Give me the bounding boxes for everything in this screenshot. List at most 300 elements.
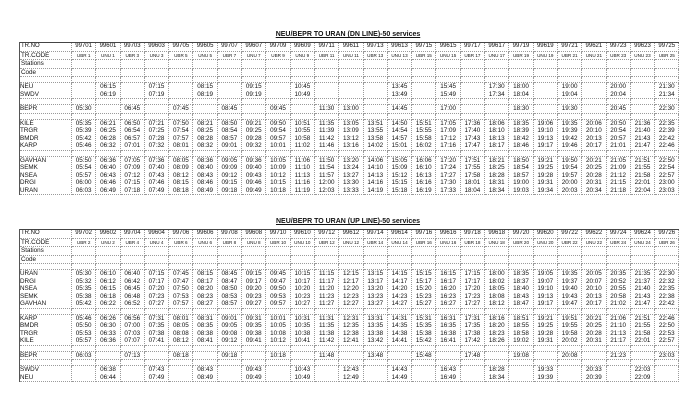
train-code: UBR 7 [222,52,237,58]
departure-time: 11:10 [294,164,310,171]
time-cell [193,105,217,114]
departure-time: 21:58 [634,171,651,179]
train-code: UBR 17 [464,52,481,58]
time-cell [72,105,96,114]
train-code-cell [387,51,411,60]
departure-time: 08:50 [221,119,238,127]
departure-time: 07:21 [148,119,165,127]
station-group [20,105,679,114]
departure-time: 07:45 [172,270,189,277]
station-label-cell [20,119,72,150]
departure-time: 11:02 [294,142,310,149]
blank-cell [339,247,363,256]
train-code-cell [582,51,606,60]
station-label-cell [20,366,72,382]
departure-time: 10:58 [294,134,311,142]
time-cell [533,314,557,345]
departure-time: 11:48 [318,351,335,359]
train-code: UNU 5 [198,52,213,58]
departure-time: 13:33 [343,186,359,194]
station-name: BEPR [20,351,38,359]
departure-time: 09:23 [245,292,262,300]
time-cell [72,156,96,195]
departure-time: 14:35 [391,322,408,329]
train-code: UNU 21 [585,52,603,58]
departure-time: 05:38 [75,292,92,300]
train-code: UBR 21 [561,52,578,58]
train-code: UNU 3 [149,52,164,58]
departure-time: 06:56 [124,314,141,322]
departure-time: 07:41 [148,337,165,344]
departure-time: 09:09 [221,164,238,171]
time-cell [144,156,168,195]
departure-time: 10:51 [294,119,311,127]
departure-time: 13:24 [343,164,359,171]
departure-time: 10:15 [270,179,286,186]
blank-cell [630,68,654,77]
time-cell [387,270,411,309]
blank-cell [169,60,193,69]
departure-time: 19:03 [513,186,529,194]
departure-time: 14:23 [391,292,408,300]
departure-time: 20:10 [586,127,602,134]
departure-time: 09:45 [270,105,286,112]
departure-time: 11:06 [294,156,310,164]
train-code-cell [557,238,581,247]
departure-time: 18:31 [488,179,505,186]
time-cell [509,270,533,309]
departure-time: 20:25 [586,164,602,171]
station-name: DRGI [20,277,36,285]
time-cell [582,83,606,99]
departure-time: 18:12 [488,300,505,307]
departure-time: 20:02 [561,337,578,344]
departure-time: 20:52 [610,277,627,285]
departure-time: 23:03 [658,351,675,359]
departure-time: 09:19 [245,90,262,98]
train-code-cell [314,51,338,60]
departure-time: 22:42 [658,134,675,142]
train-code-cell [120,238,144,247]
blank-cell [314,60,338,69]
departure-time: 13:42 [367,337,384,344]
train-code: UBR 12 [318,239,335,245]
train-code-cell [72,238,96,247]
departure-time: 13:05 [343,119,359,127]
train-code-cell [509,51,533,60]
time-cell [193,270,217,309]
blank-cell [217,255,241,264]
departure-time: 07:18 [124,186,141,194]
train-code: UNU 7 [246,52,261,58]
departure-time: 17:51 [464,156,481,164]
blank-cell [72,247,96,256]
departure-time: 06:19 [100,90,116,98]
departure-time: 19:39 [537,373,554,381]
departure-time: 21:40 [634,285,651,292]
departure-time: 11:19 [294,186,310,194]
time-cell [436,366,460,382]
departure-time: 17:43 [464,134,481,142]
blank-cell [630,247,654,256]
blank-cell [509,255,533,264]
departure-time: 11:31 [318,314,335,322]
blank-cell [193,68,217,77]
time-cell [96,314,120,345]
departure-time: 06:43 [100,171,116,179]
departure-time: 14:17 [391,277,408,285]
departure-time: 15:49 [440,90,456,98]
departure-time: 18:28 [488,171,505,179]
departure-time: 17:48 [464,351,481,359]
departure-time: 14:41 [391,337,408,344]
time-cell [120,83,144,99]
station-name: SWDV [20,90,39,98]
departure-time: 18:13 [488,134,505,142]
departure-time: 09:32 [245,142,262,149]
blank-cell [72,60,96,69]
time-cell [412,156,436,195]
departure-time: 18:06 [488,119,505,127]
blank-cell [412,255,436,264]
time-cell [120,314,144,345]
train-number: 99605 [193,43,217,52]
train-number: 99617 [485,43,509,52]
train-code: UNU 15 [439,52,457,58]
departure-time: 13:55 [367,127,384,134]
departure-time: 18:50 [513,156,529,164]
time-cell [606,119,630,150]
departure-time: 10:17 [294,277,311,285]
dn-title: NEU/BEPR TO URAN (DN LINE)-50 services [275,31,421,38]
blank-cell [169,247,193,256]
blank-cell [169,68,193,77]
time-cell [193,351,217,360]
departure-time: 17:30 [440,179,456,186]
departure-time: 14:20 [391,285,408,292]
departure-time: 07:09 [124,164,141,171]
blank-cell [557,255,581,264]
departure-time: 15:38 [415,329,432,337]
departure-time: 18:40 [513,285,529,292]
time-cell [72,83,96,99]
blank-cell [606,255,630,264]
train-code: UBR 19 [512,52,530,58]
time-cell [582,270,606,309]
departure-time: 21:01 [610,142,627,149]
time-cell [606,270,630,309]
time-cell [557,314,581,345]
departure-time: 17:30 [488,83,505,90]
departure-time: 10:55 [294,127,311,134]
departure-time: 10:05 [270,156,286,164]
departure-time: 17:42 [464,337,481,344]
departure-time: 20:45 [610,105,627,112]
departure-time: 22:57 [658,337,675,344]
departure-time: 14:43 [391,366,408,373]
train-number: 99713 [363,43,387,52]
train-code: UNU 10 [294,239,311,245]
time-cell [363,351,387,360]
departure-time: 16:20 [440,285,456,292]
departure-time: 20:50 [610,119,627,127]
time-cell [655,314,679,345]
train-code: UNU 4 [149,239,164,245]
departure-time: 07:32 [148,142,165,149]
departure-time: 07:57 [172,134,189,142]
departure-time: 10:18 [270,351,286,359]
time-cell [144,270,168,309]
departure-time: 11:35 [318,322,335,329]
departure-time: 21:51 [634,314,651,322]
time-cell [290,156,314,195]
blank-cell [485,60,509,69]
departure-time: 18:54 [513,164,529,171]
time-cell [72,366,96,382]
train-code: UBR 23 [610,52,627,58]
departure-time: 17:33 [440,186,456,194]
departure-time: 16:13 [415,171,432,179]
departure-time: 20:28 [586,171,602,179]
blank-cell [606,247,630,256]
blank-cell [339,68,363,77]
time-cell [144,83,168,99]
departure-time: 18:17 [488,142,505,149]
train-code-cell [193,51,217,60]
train-number: 99726 [655,230,679,239]
departure-time: 13:23 [367,292,384,300]
time-cell [582,156,606,195]
departure-time: 21:43 [634,292,651,300]
train-number: 99623 [630,43,654,52]
departure-time: 05:35 [75,119,92,127]
station-group [20,83,679,99]
blank-cell [290,68,314,77]
departure-time: 19:46 [561,142,578,149]
departure-time: 07:25 [148,127,165,134]
train-code-cell [606,238,630,247]
departure-time: 08:23 [197,292,214,300]
train-code-cell [412,51,436,60]
station-name: URAN [20,186,38,194]
time-cell [193,366,217,382]
train-code: UNU 19 [537,52,554,58]
time-cell [655,105,679,114]
departure-time: 11:54 [318,164,335,171]
blank-cell [630,255,654,264]
departure-time: 22:38 [658,292,675,300]
time-cell [460,270,484,309]
time-cell [339,119,363,150]
departure-time: 18:46 [513,142,529,149]
departure-time: 09:50 [270,285,286,292]
departure-time: 21:09 [610,164,627,171]
departure-time: 13:16 [343,142,359,149]
blank-cell [363,60,387,69]
departure-time: 19:30 [561,105,578,112]
stations-header-row [20,247,679,256]
time-cell [485,119,509,150]
time-cell [169,351,193,360]
departure-time: 13:27 [343,171,359,179]
departure-time: 09:47 [270,277,286,285]
time-cell [509,314,533,345]
blank-cell [363,68,387,77]
time-cell [266,83,290,99]
departure-time: 18:25 [488,164,505,171]
time-cell [387,351,411,360]
train-number: 99721 [557,43,581,52]
departure-time: 20:00 [561,179,578,186]
departure-time: 06:57 [124,134,141,142]
time-cell [339,156,363,195]
departure-time: 19:33 [537,366,554,373]
blank-cell [412,247,436,256]
time-cell [485,270,509,309]
code-label: TR.CODE [20,238,72,247]
departure-time: 14:19 [367,186,384,194]
station-group [20,270,679,309]
departure-time: 18:43 [513,292,529,300]
departure-time: 19:10 [537,127,554,134]
departure-time: 17:20 [464,285,481,292]
train-code: UNU 1 [101,52,115,58]
departure-time: 19:47 [561,300,578,307]
blank-cell [436,68,460,77]
departure-time: 09:05 [221,156,238,164]
departure-time: 05:42 [75,134,92,142]
time-cell [582,366,606,382]
departure-time: 10:49 [294,373,311,381]
departure-time: 08:19 [197,90,214,98]
station-label-cell [20,270,72,309]
departure-time: 16:15 [440,270,456,277]
departure-time: 08:18 [172,351,189,359]
train-code: UBR 25 [658,52,675,58]
departure-time: 09:36 [245,156,262,164]
time-cell [485,83,509,99]
departure-time: 21:58 [634,329,651,337]
train-code: UBR 14 [367,239,384,245]
departure-time: 08:31 [197,314,214,322]
departure-time: 08:27 [197,300,214,307]
train-number: 99607 [242,43,266,52]
departure-time: 06:28 [100,134,116,142]
time-cell [314,314,338,345]
departure-time: 18:04 [464,186,481,194]
up-timetable [19,229,679,382]
time-cell [169,83,193,99]
time-cell [582,351,606,360]
time-cell [387,366,411,382]
blank-cell [96,68,120,77]
blank-cell [655,60,679,69]
train-number: 99602 [96,230,120,239]
departure-time: 09:50 [270,119,286,127]
departure-time: 21:36 [634,119,651,127]
train-code-cell [630,238,654,247]
departure-time: 07:49 [148,373,165,381]
time-cell [533,105,557,114]
departure-time: 14:45 [391,105,408,112]
departure-time: 16:31 [440,314,456,322]
blank-cell [630,60,654,69]
departure-time: 09:28 [245,134,262,142]
departure-time: 18:08 [488,292,505,300]
departure-time: 12:35 [343,322,359,329]
train-code: UNU 20 [537,239,554,245]
departure-time: 10:43 [294,366,311,373]
train-number: 99724 [606,230,630,239]
departure-time: 14:13 [367,171,384,179]
departure-time: 22:30 [658,105,675,112]
time-cell [290,270,314,309]
departure-time: 18:26 [488,337,505,344]
departure-time: 22:54 [658,164,675,171]
time-cell [485,366,509,382]
blank-cell [144,247,168,256]
stations-label: Stations [20,60,72,69]
departure-time: 11:13 [294,171,310,179]
departure-time: 09:40 [245,164,262,171]
departure-time: 10:09 [270,164,286,171]
blank-cell [460,68,484,77]
departure-time: 10:20 [294,285,311,292]
departure-time: 21:51 [634,156,651,164]
train-code-cell [242,51,266,60]
train-code: UBR 20 [512,239,530,245]
departure-time: 15:45 [440,83,456,90]
time-cell [193,119,217,150]
time-cell [460,314,484,345]
train-code-cell [144,51,168,60]
code-label: TR.CODE [20,51,72,60]
time-cell [169,314,193,345]
time-cell [120,105,144,114]
blank-cell [655,68,679,77]
blank-cell [533,247,557,256]
departure-time: 08:05 [172,156,189,164]
time-cell [655,270,679,309]
departure-time: 19:06 [537,119,554,127]
time-cell [217,119,241,150]
train-code-cell [339,238,363,247]
train-code: UBR 4 [125,239,139,245]
station-name: KILE [20,337,34,344]
time-cell [582,105,606,114]
train-code-cell [436,238,460,247]
train-number: 99703 [120,43,144,52]
train-number: 99701 [72,43,96,52]
departure-time: 06:00 [75,179,92,186]
departure-time: 09:43 [245,171,262,179]
departure-time: 12:49 [343,373,359,381]
time-cell [412,83,436,99]
departure-time: 20:07 [586,277,602,285]
time-cell [582,314,606,345]
station-name: KILE [20,119,34,127]
departure-time: 22:42 [658,300,675,307]
train-code-cell [217,51,241,60]
blank-cell [217,60,241,69]
departure-time: 06:03 [75,186,92,194]
train-code: UBR 13 [367,52,384,58]
train-number: 99705 [169,43,193,52]
code2-label: Code [20,255,72,264]
blank-cell [557,68,581,77]
departure-time: 20:25 [586,322,602,329]
time-cell [582,119,606,150]
